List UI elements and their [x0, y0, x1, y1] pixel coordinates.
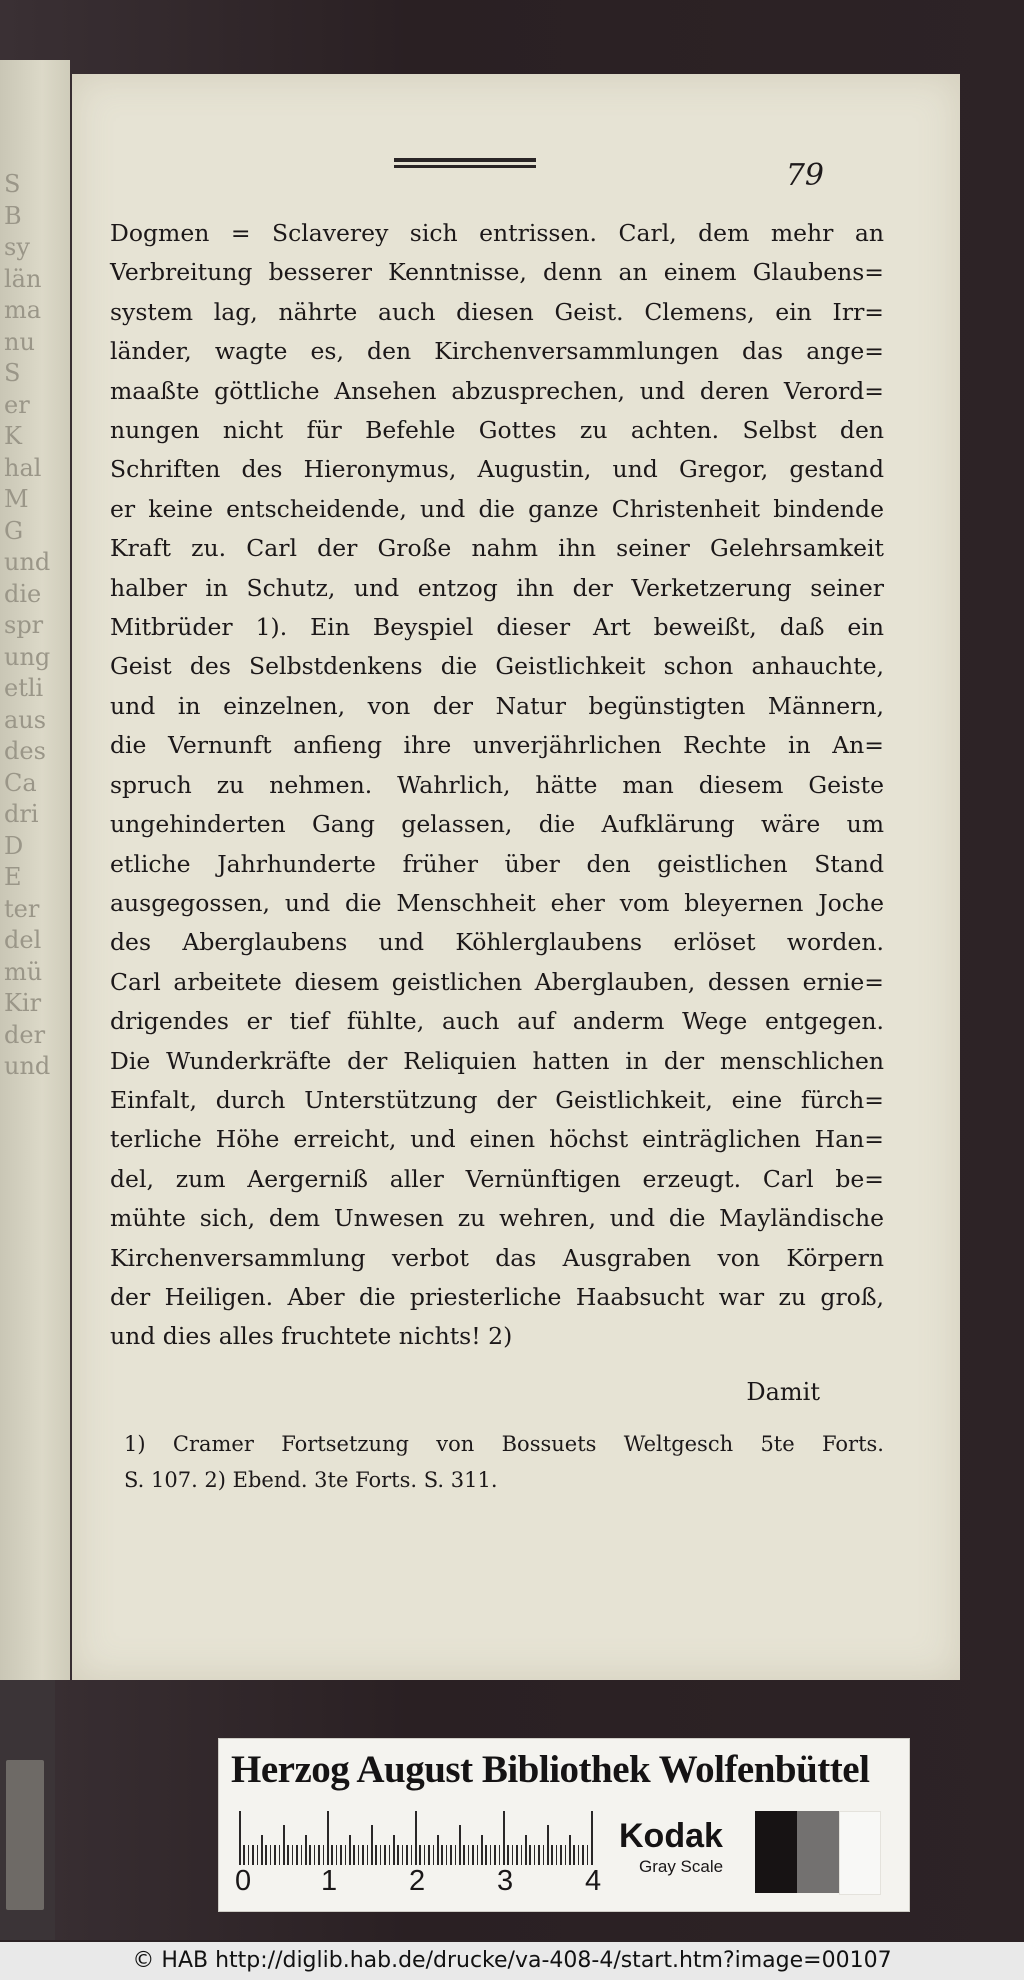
ruler-tick: [305, 1835, 307, 1865]
ruler-tick: [301, 1845, 303, 1865]
ruler-tick: [560, 1845, 562, 1865]
header-rule: [394, 158, 536, 168]
previous-page-fragment: und: [4, 1052, 51, 1080]
text-line: und in einzelnen, von der Natur begünstigten Männern,: [110, 691, 884, 720]
text-line: maaßte göttliche Ansehen abzusprechen, und deren Verord=: [110, 376, 884, 405]
ruler-tick: [389, 1845, 391, 1865]
ruler-tick: [446, 1845, 448, 1865]
text-line: drigendes er tief fühlte, auch auf anderm Wege entgegen.: [110, 1007, 884, 1036]
ruler-tick: [507, 1845, 509, 1865]
text-line: Geist des Selbstdenkens die Geistlichkeit schon anhauchte,: [110, 652, 884, 681]
text-line: und dies alles fruchtete nichts! 2): [110, 1322, 513, 1351]
ruler-tick: [257, 1845, 259, 1865]
book-edge-shadow: [6, 1760, 44, 1910]
ruler-tick: [318, 1845, 320, 1865]
previous-page-fragment: B: [4, 201, 22, 230]
previous-page-fragment: Ca: [4, 768, 37, 797]
ruler-tick: [433, 1845, 435, 1865]
ruler-tick: [336, 1845, 338, 1865]
text-line: Die Wunderkräfte der Reliquien hatten in der menschlichen: [110, 1046, 884, 1075]
gray-patch-black: [755, 1811, 797, 1893]
ruler-tick: [455, 1845, 457, 1865]
previous-page-fragment: E: [4, 863, 22, 891]
previous-page-fragment: und: [4, 548, 51, 576]
ruler-tick: [556, 1845, 558, 1865]
ruler-tick: [327, 1811, 329, 1865]
ruler-tick: [551, 1845, 553, 1865]
ruler-tick: [371, 1825, 373, 1865]
previous-page-fragment: die: [4, 579, 42, 608]
ruler-number: 4: [585, 1865, 602, 1897]
ruler-tick: [582, 1845, 584, 1865]
previous-page-fragment: etli: [4, 674, 44, 702]
ruler-tick: [481, 1835, 483, 1865]
ruler-tick: [406, 1845, 408, 1865]
book-page: [72, 74, 960, 1680]
previous-page-fragment: mü: [4, 957, 43, 986]
ruler-tick: [512, 1845, 514, 1865]
text-line: ausgegossen, und die Menschheit eher vom bleyernen Joche: [110, 888, 884, 917]
ruler-tick: [362, 1845, 364, 1865]
text-line: er keine entscheidende, und die ganze Christenheit bindende: [110, 494, 884, 523]
ruler-tick: [468, 1845, 470, 1865]
text-line: der Heiligen. Aber die priesterliche Haabsucht war zu groß,: [110, 1282, 884, 1311]
ruler-tick: [296, 1845, 298, 1865]
ruler-tick: [485, 1845, 487, 1865]
ruler-tick: [397, 1845, 399, 1865]
ruler-tick: [591, 1811, 593, 1865]
previous-page-fragment: des: [4, 737, 46, 765]
text-line: terliche Höhe erreicht, und einen höchst einträglichen Han=: [110, 1125, 884, 1154]
previous-page-fragment: G: [4, 516, 24, 545]
text-line: Schriften des Hieronymus, Augustin, und Gregor, gestand: [110, 455, 884, 484]
ruler-tick: [521, 1845, 523, 1865]
text-line: halber in Schutz, und entzog ihn der Verketzerung seiner: [110, 573, 884, 602]
text-line: spruch zu nehmen. Wahrlich, hätte man diesem Geiste: [110, 770, 884, 799]
ruler-number: 0: [235, 1865, 252, 1897]
ruler-tick: [349, 1835, 351, 1865]
ruler-tick: [490, 1845, 492, 1865]
text-line: Verbreitung besserer Kenntnisse, denn an einem Glaubens=: [110, 258, 884, 287]
text-line: die Vernunft anfieng ihre unverjährlichen Rechte in An=: [110, 731, 884, 760]
text-line: mühte sich, dem Unwesen zu wehren, und die Mayländische: [110, 1204, 884, 1233]
ruler-tick: [287, 1845, 289, 1865]
ruler-tick: [569, 1835, 571, 1865]
text-line: Mitbrüder 1). Ein Beyspiel dieser Art beweißt, daß ein: [110, 613, 884, 642]
previous-page-fragment: hal: [4, 453, 42, 482]
library-name: Herzog August Bibliothek Wolfenbüttel: [231, 1748, 870, 1791]
ruler-tick: [353, 1845, 355, 1865]
previous-page-fragment: der: [4, 1020, 46, 1049]
ruler-tick: [525, 1835, 527, 1865]
ruler-tick: [503, 1811, 505, 1865]
ruler-tick: [587, 1845, 589, 1865]
ruler-tick: [402, 1845, 404, 1865]
gray-scale-label: Gray Scale: [639, 1857, 724, 1876]
ruler-tick: [239, 1811, 241, 1865]
previous-page-fragment: er: [4, 390, 30, 419]
previous-page-fragment: K: [4, 422, 22, 450]
ruler-tick: [252, 1845, 254, 1865]
ruler-tick: [437, 1835, 439, 1865]
footnotes: [124, 1426, 884, 1498]
ruler-tick: [547, 1825, 549, 1865]
ruler-tick: [578, 1845, 580, 1865]
ruler-tick: [499, 1845, 501, 1865]
previous-page-fragment: län: [4, 264, 42, 293]
left-book-edge: [0, 1680, 55, 1940]
page-number: 79: [785, 158, 824, 193]
ruler-number: 1: [321, 1865, 338, 1897]
ruler-tick: [424, 1845, 426, 1865]
ruler-tick: [565, 1845, 567, 1865]
previous-page-fragment: ma: [4, 296, 42, 324]
ruler-tick: [516, 1845, 518, 1865]
previous-page-fragment: D: [4, 831, 24, 860]
previous-page-fragment: sy: [4, 233, 30, 261]
text-line: del, zum Aergerniß aller Vernünftigen erzeugt. Carl be=: [110, 1164, 884, 1193]
ruler-tick: [472, 1845, 474, 1865]
previous-page-fragment: ung: [4, 642, 51, 671]
previous-page-fragment: M: [4, 485, 29, 513]
ruler-numbers: [233, 1865, 613, 1901]
ruler-tick: [573, 1845, 575, 1865]
previous-page-fragment: aus: [4, 705, 47, 734]
ruler-tick: [270, 1845, 272, 1865]
gray-patch-mid: [797, 1811, 839, 1893]
ruler-tick: [274, 1845, 276, 1865]
ruler-number: 2: [409, 1865, 426, 1897]
ruler-tick: [538, 1845, 540, 1865]
text-line: Kraft zu. Carl der Große nahm ihn seiner Gelehrsamkeit: [110, 534, 884, 563]
previous-page-fragment: S: [4, 170, 21, 198]
ruler-tick: [314, 1845, 316, 1865]
gray-patch-white: [839, 1811, 881, 1895]
kodak-logo: Kodak: [619, 1817, 723, 1855]
ruler-tick: [441, 1845, 443, 1865]
ruler-number: 3: [497, 1865, 514, 1897]
ruler-tick: [384, 1845, 386, 1865]
ruler-tick: [279, 1845, 281, 1865]
scale-ruler: [239, 1811, 609, 1865]
body-text: [110, 214, 884, 1357]
ruler-tick: [477, 1845, 479, 1865]
previous-page-fragment: del: [4, 926, 42, 954]
previous-page-fragment: spr: [4, 611, 44, 639]
ruler-tick: [543, 1845, 545, 1865]
ruler-tick: [292, 1845, 294, 1865]
ruler-tick: [459, 1825, 461, 1865]
ruler-tick: [367, 1845, 369, 1865]
ruler-tick: [411, 1845, 413, 1865]
ruler-tick: [494, 1845, 496, 1865]
previous-page-edge: [0, 60, 70, 1680]
ruler-tick: [345, 1845, 347, 1865]
ruler-tick: [393, 1835, 395, 1865]
ruler-tick: [248, 1845, 250, 1865]
ruler-tick: [419, 1845, 421, 1865]
color-target-card: [218, 1738, 910, 1912]
footnote-line: 1) Cramer Fortsetzung von Bossuets Weltgesch 5te Forts.: [124, 1432, 884, 1456]
ruler-tick: [358, 1845, 360, 1865]
footnote-line: S. 107. 2) Ebend. 3te Forts. S. 311.: [124, 1468, 498, 1492]
copyright-footer: © HAB http://diglib.hab.de/drucke/va-408-4/start.htm?image=00107: [0, 1942, 1024, 1980]
text-line: Dogmen = Sclaverey sich entrissen. Carl, dem mehr an: [110, 219, 884, 247]
ruler-tick: [428, 1845, 430, 1865]
ruler-tick: [534, 1845, 536, 1865]
text-line: Einfalt, durch Unterstützung der Geistlichkeit, eine fürch=: [110, 1085, 884, 1114]
catchword: Damit: [746, 1378, 820, 1406]
previous-page-fragment: S: [4, 359, 21, 387]
previous-page-fragment: nu: [4, 327, 35, 356]
ruler-tick: [463, 1845, 465, 1865]
ruler-tick: [375, 1845, 377, 1865]
ruler-tick: [340, 1845, 342, 1865]
ruler-tick: [529, 1845, 531, 1865]
previous-page-fragment: Kir: [4, 989, 42, 1017]
ruler-tick: [331, 1845, 333, 1865]
text-line: länder, wagte es, den Kirchenversammlungen das ange=: [110, 337, 884, 366]
ruler-tick: [415, 1811, 417, 1865]
ruler-tick: [283, 1825, 285, 1865]
ruler-tick: [323, 1845, 325, 1865]
previous-page-fragment: dri: [4, 800, 39, 828]
ruler-tick: [380, 1845, 382, 1865]
text-line: nungen nicht für Befehle Gottes zu achten. Selbst den: [110, 416, 884, 445]
text-line: ungehinderten Gang gelassen, die Aufklärung wäre um: [110, 810, 884, 839]
ruler-tick: [243, 1845, 245, 1865]
ruler-tick: [309, 1845, 311, 1865]
text-line: Carl arbeitete diesem geistlichen Aberglauben, dessen ernie=: [110, 967, 884, 996]
text-line: Kirchenversammlung verbot das Ausgraben von Körpern: [110, 1243, 884, 1272]
ruler-tick: [261, 1835, 263, 1865]
ruler-tick: [265, 1845, 267, 1865]
previous-page-fragment: ter: [4, 894, 40, 923]
text-line: etliche Jahrhunderte früher über den geistlichen Stand: [110, 849, 884, 878]
text-line: des Aberglaubens und Köhlerglaubens erlöset worden.: [110, 928, 884, 957]
ruler-tick: [450, 1845, 452, 1865]
text-line: system lag, nährte auch diesen Geist. Clemens, ein Irr=: [110, 297, 884, 326]
